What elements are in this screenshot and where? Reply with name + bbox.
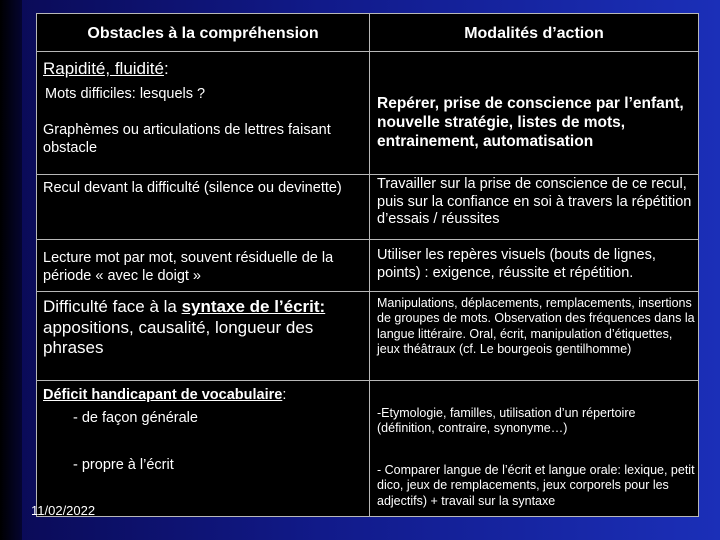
- obstacle-recul: Recul devant la difficulté (silence ou devinette): [43, 180, 342, 196]
- action-graphemes: Repérer, prise de conscience par l’enfant, nouvelle stratégie, listes de mots, entrainement, automatisation: [377, 95, 684, 150]
- action-recul: Travailler sur la prise de conscience de ce recul, puis sur la confiance en soi à travers la répétition d’essais / réussites: [377, 176, 692, 228]
- column-divider: [369, 14, 370, 516]
- action-vocabulaire-generale: -Etymologie, familles, utilisation d’un répertoire (définition, contraire, synonyme…): [377, 406, 636, 436]
- header-obstacles: Obstacles à la compréhension: [87, 25, 319, 42]
- slide-date: 11/02/2022: [31, 503, 96, 518]
- obstacle-lecture-mot-par-mot: Lecture mot par mot, souvent résiduelle de la période « avec le doigt »: [43, 250, 334, 284]
- obstacle-syntaxe: [43, 297, 359, 359]
- section-title-suffix: :: [163, 59, 169, 78]
- vocabulaire-item-ecrit: - propre à l’écrit: [73, 457, 174, 473]
- row-divider: [37, 174, 698, 175]
- obstacle-mots-difficiles: Mots difficiles: lesquels ?: [45, 86, 206, 102]
- action-syntaxe: Manipulations, déplacements, remplacements, insertions de groupes de mots. Observation des fréquences dans la langue littéraire. Oral, écrit, manipulation d’étiquettes, jeux théâtraux (cf. Le bourgeois gentilhomme): [377, 296, 695, 356]
- section-title-text: Rapidité, fluidité: [43, 59, 164, 78]
- section-title-vocabulaire: [43, 387, 359, 405]
- syntaxe-rest: appositions, causalité, longueur des phrases: [43, 317, 314, 358]
- slide-left-bar: [0, 0, 22, 540]
- comparison-table: [31, 13, 699, 518]
- action-vocabulaire-ecrit: - Comparer langue de l’écrit et langue orale: lexique, petit dico, jeux de remplacements, jeux corporels pour les adjectifs) + travail sur la syntaxe: [377, 463, 695, 508]
- syntaxe-lead: Difficulté face à la: [43, 297, 182, 316]
- row-divider: [37, 380, 698, 381]
- obstacle-graphemes: Graphèmes ou articulations de lettres faisant obstacle: [43, 122, 331, 156]
- vocabulaire-title-text: Déficit handicapant de vocabulaire: [43, 387, 283, 403]
- syntaxe-underlined: syntaxe de l’écrit:: [181, 297, 326, 316]
- header-actions: Modalités d’action: [464, 25, 604, 42]
- action-lecture-mot-par-mot: Utiliser les repères visuels (bouts de lignes, points) : exigence, réussite et répétition.: [377, 247, 656, 281]
- vocabulaire-item-generale: - de façon générale: [73, 410, 198, 426]
- row-divider: [37, 51, 698, 52]
- row-divider: [37, 239, 698, 240]
- row-divider: [37, 291, 698, 292]
- section-title-rapidite: [43, 59, 169, 80]
- vocabulaire-title-suffix: :: [282, 387, 287, 403]
